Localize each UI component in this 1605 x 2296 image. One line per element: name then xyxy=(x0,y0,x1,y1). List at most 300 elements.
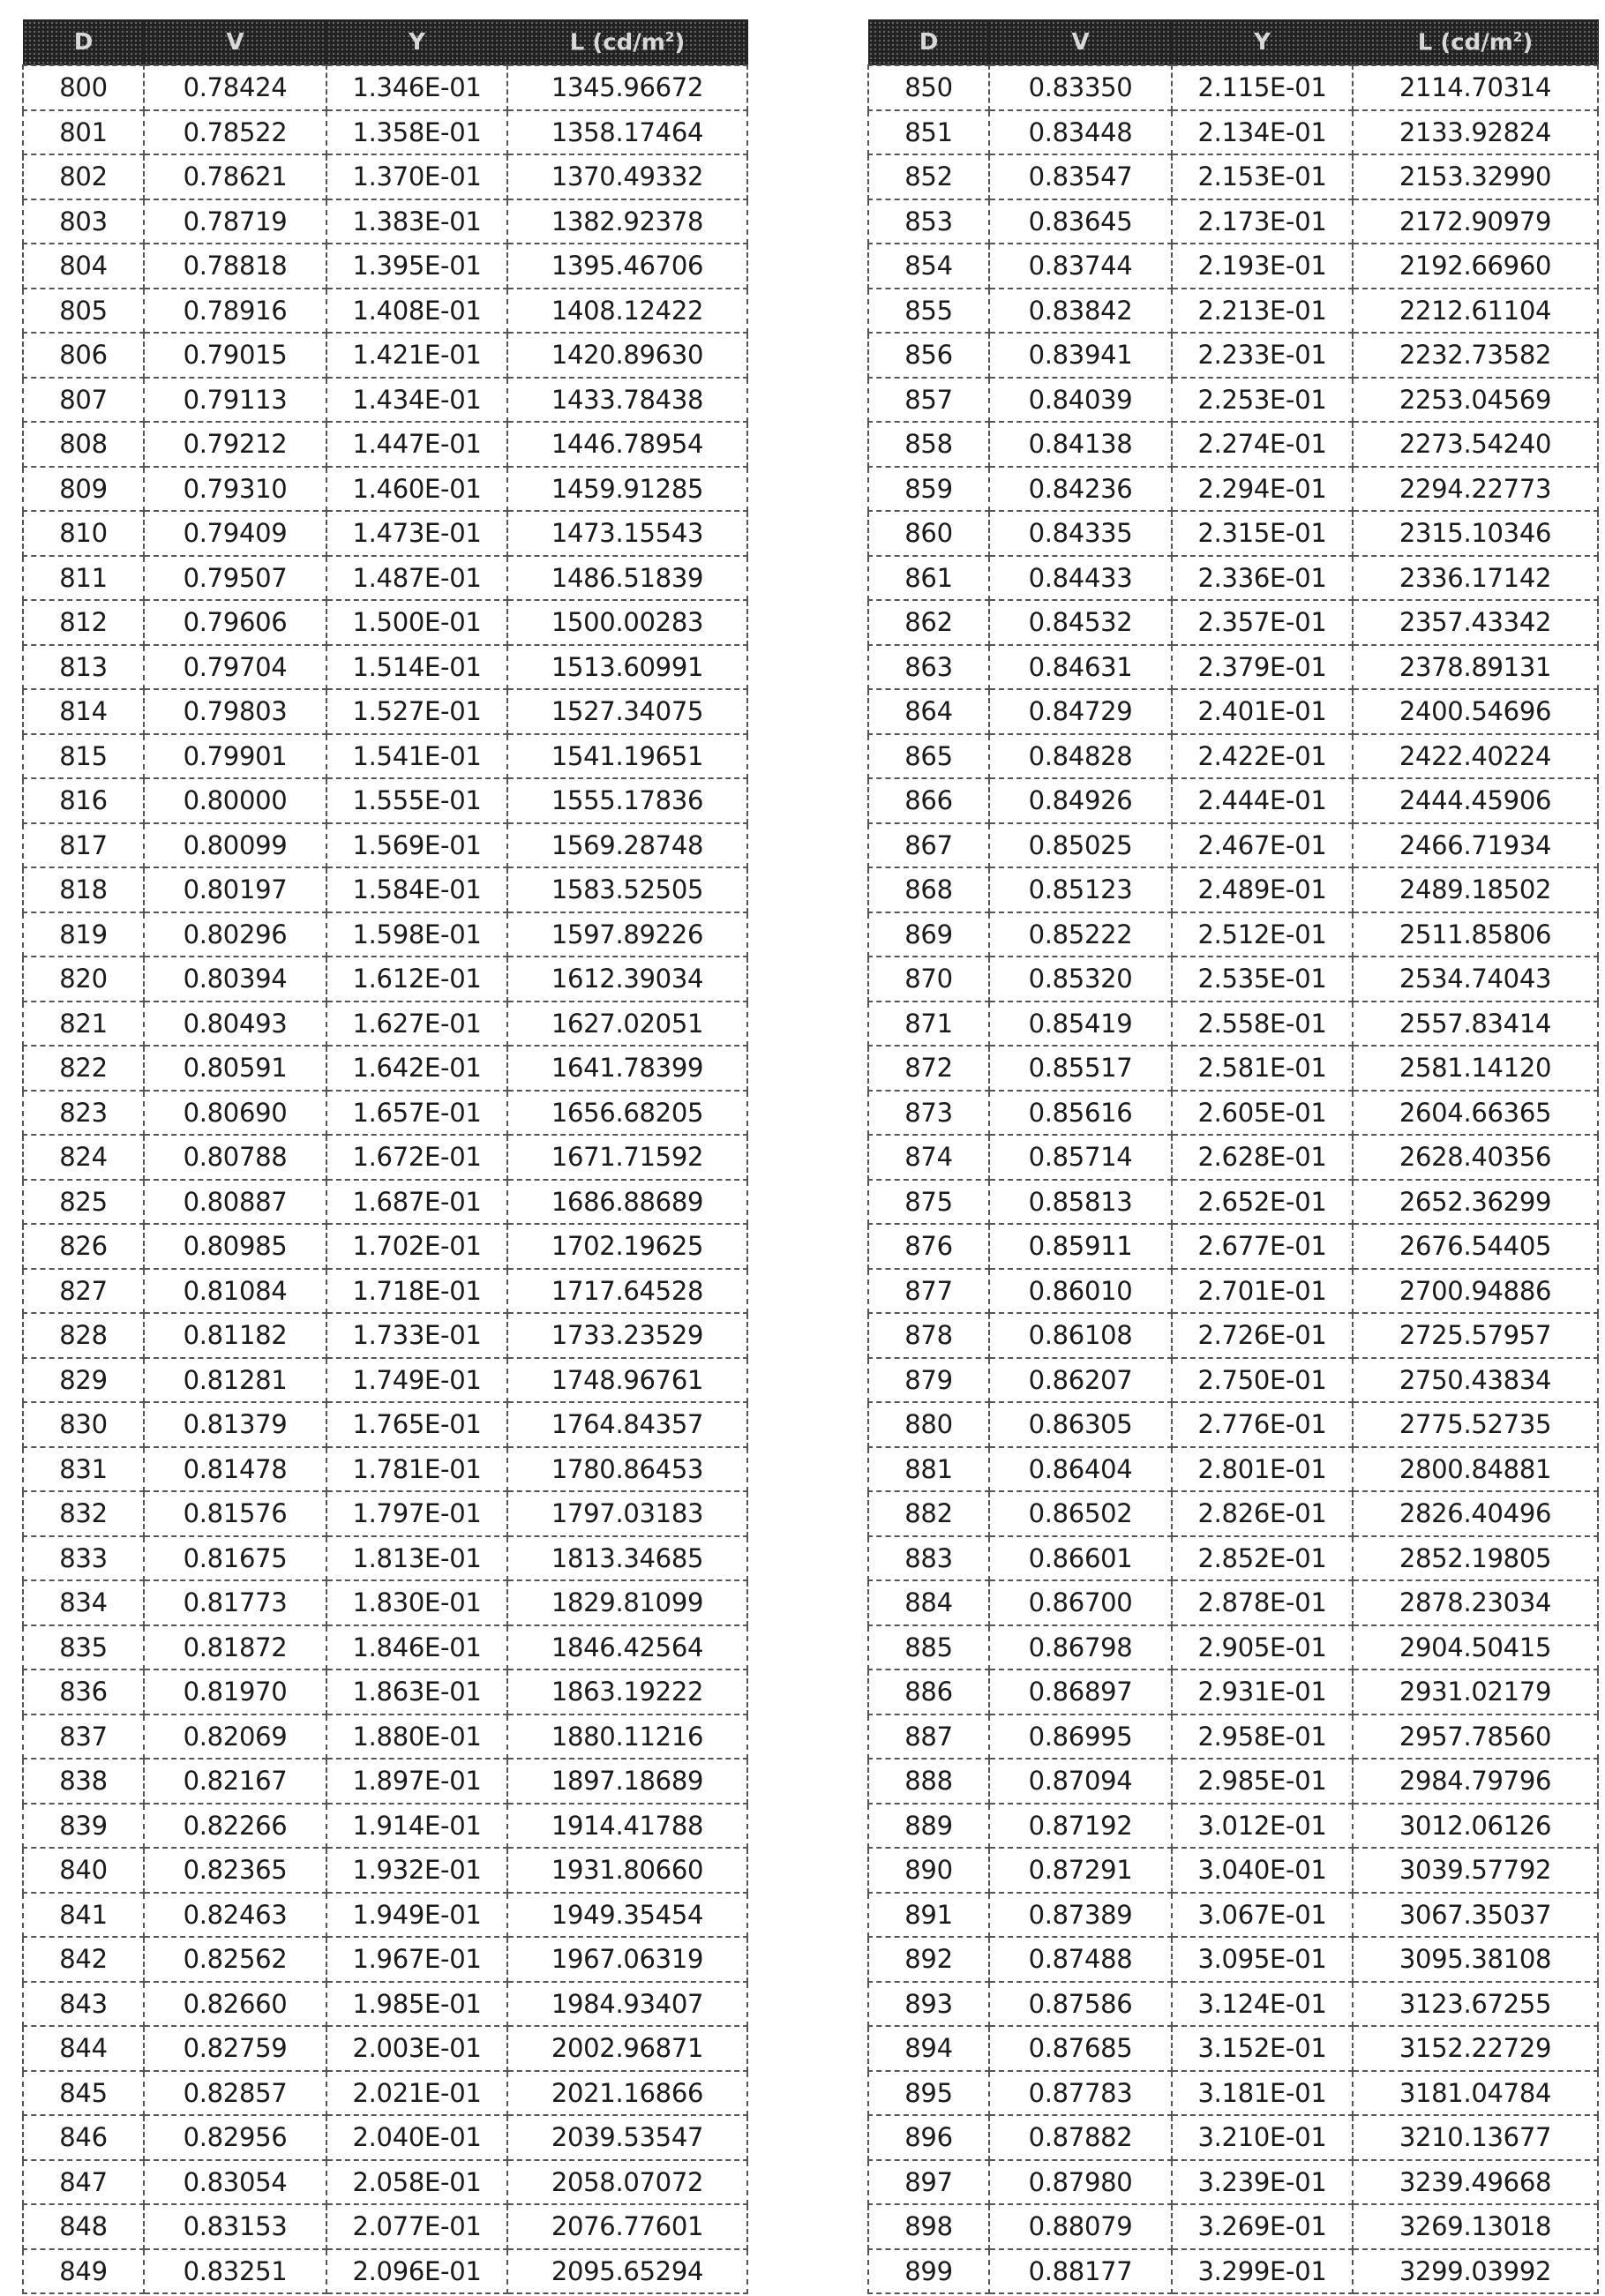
cell-y: 1.514E-01 xyxy=(326,645,507,690)
table-row xyxy=(868,110,1598,155)
cell-l: 1880.11216 xyxy=(507,1714,747,1760)
cell-v: 0.83153 xyxy=(144,2204,326,2249)
cell-v: 0.79015 xyxy=(144,333,326,378)
cell-d: 876 xyxy=(868,1224,989,1269)
cell-y: 1.612E-01 xyxy=(326,957,507,1002)
cell-y: 1.657E-01 xyxy=(326,1091,507,1136)
cell-d: 810 xyxy=(23,511,144,556)
table-row xyxy=(868,1402,1598,1447)
cell-l: 1569.28748 xyxy=(507,823,747,868)
cell-v: 0.85714 xyxy=(989,1135,1172,1180)
cell-l: 2315.10346 xyxy=(1353,511,1598,556)
cell-l: 1686.88689 xyxy=(507,1180,747,1225)
cell-y: 2.096E-01 xyxy=(326,2249,507,2294)
cell-l: 3123.67255 xyxy=(1353,1982,1598,2027)
luminance-table-right xyxy=(867,19,1599,2294)
table-row xyxy=(23,110,747,155)
cell-v: 0.80394 xyxy=(144,957,326,1002)
table-row xyxy=(868,1759,1598,1804)
cell-d: 806 xyxy=(23,333,144,378)
cell-l: 2058.07072 xyxy=(507,2160,747,2205)
cell-d: 881 xyxy=(868,1447,989,1492)
cell-d: 821 xyxy=(23,1002,144,1047)
cell-l: 1797.03183 xyxy=(507,1491,747,1536)
cell-d: 864 xyxy=(868,689,989,734)
cell-v: 0.84926 xyxy=(989,778,1172,823)
cell-l: 2557.83414 xyxy=(1353,1002,1598,1047)
cell-y: 1.897E-01 xyxy=(326,1759,507,1804)
cell-l: 2039.53547 xyxy=(507,2115,747,2160)
table-row xyxy=(868,645,1598,690)
cell-v: 0.82167 xyxy=(144,1759,326,1804)
cell-y: 1.598E-01 xyxy=(326,912,507,957)
cell-v: 0.79704 xyxy=(144,645,326,690)
cell-l: 2725.57957 xyxy=(1353,1313,1598,1358)
cell-l: 2700.94886 xyxy=(1353,1269,1598,1314)
cell-l: 1395.46706 xyxy=(507,244,747,289)
cell-y: 2.512E-01 xyxy=(1172,912,1353,957)
cell-y: 3.012E-01 xyxy=(1172,1804,1353,1849)
cell-v: 0.82463 xyxy=(144,1893,326,1938)
column-header-d: D xyxy=(868,20,989,66)
column-header-l-label: L (cd/m xyxy=(569,29,665,56)
cell-v: 0.82266 xyxy=(144,1804,326,1849)
cell-l: 3039.57792 xyxy=(1353,1848,1598,1893)
cell-l: 2095.65294 xyxy=(507,2249,747,2294)
column-header-l-close: ) xyxy=(1522,29,1534,56)
cell-d: 829 xyxy=(23,1358,144,1403)
cell-d: 849 xyxy=(23,2249,144,2294)
cell-v: 0.86798 xyxy=(989,1625,1172,1670)
cell-l: 2775.52735 xyxy=(1353,1402,1598,1447)
cell-v: 0.87192 xyxy=(989,1804,1172,1849)
cell-v: 0.86108 xyxy=(989,1313,1172,1358)
cell-l: 1641.78399 xyxy=(507,1046,747,1091)
cell-d: 818 xyxy=(23,867,144,912)
cell-v: 0.83645 xyxy=(989,199,1172,244)
cell-y: 1.434E-01 xyxy=(326,378,507,423)
cell-d: 836 xyxy=(23,1669,144,1714)
cell-y: 1.584E-01 xyxy=(326,867,507,912)
table-row xyxy=(868,1625,1598,1670)
cell-v: 0.83547 xyxy=(989,154,1172,199)
cell-l: 2002.96871 xyxy=(507,2026,747,2071)
cell-l: 1473.15543 xyxy=(507,511,747,556)
cell-v: 0.81773 xyxy=(144,1580,326,1625)
cell-l: 1780.86453 xyxy=(507,1447,747,1492)
cell-d: 824 xyxy=(23,1135,144,1180)
cell-l: 2676.54405 xyxy=(1353,1224,1598,1269)
cell-v: 0.81675 xyxy=(144,1536,326,1581)
cell-d: 812 xyxy=(23,600,144,645)
cell-y: 2.134E-01 xyxy=(1172,110,1353,155)
cell-d: 862 xyxy=(868,600,989,645)
cell-d: 890 xyxy=(868,1848,989,1893)
cell-v: 0.80985 xyxy=(144,1224,326,1269)
table-row xyxy=(868,467,1598,512)
cell-l: 1486.51839 xyxy=(507,556,747,601)
cell-d: 807 xyxy=(23,378,144,423)
cell-d: 804 xyxy=(23,244,144,289)
table-row xyxy=(23,912,747,957)
cell-y: 2.985E-01 xyxy=(1172,1759,1353,1804)
table-row xyxy=(868,1180,1598,1225)
cell-l: 1459.91285 xyxy=(507,467,747,512)
cell-l: 1764.84357 xyxy=(507,1402,747,1447)
cell-y: 1.500E-01 xyxy=(326,600,507,645)
cell-v: 0.80591 xyxy=(144,1046,326,1091)
table-row xyxy=(23,378,747,423)
cell-v: 0.85419 xyxy=(989,1002,1172,1047)
cell-d: 841 xyxy=(23,1893,144,1938)
cell-d: 819 xyxy=(23,912,144,957)
cell-v: 0.85517 xyxy=(989,1046,1172,1091)
cell-d: 892 xyxy=(868,1937,989,1982)
cell-d: 846 xyxy=(23,2115,144,2160)
cell-d: 860 xyxy=(868,511,989,556)
cell-y: 1.421E-01 xyxy=(326,333,507,378)
cell-l: 2114.70314 xyxy=(1353,65,1598,110)
cell-l: 1612.39034 xyxy=(507,957,747,1002)
cell-l: 2192.66960 xyxy=(1353,244,1598,289)
cell-v: 0.86010 xyxy=(989,1269,1172,1314)
table-row xyxy=(868,511,1598,556)
table-row xyxy=(868,1937,1598,1982)
table-row xyxy=(23,1091,747,1136)
cell-y: 3.067E-01 xyxy=(1172,1893,1353,1938)
cell-l: 2336.17142 xyxy=(1353,556,1598,601)
cell-l: 2957.78560 xyxy=(1353,1714,1598,1760)
cell-v: 0.82956 xyxy=(144,2115,326,2160)
table-row xyxy=(23,1714,747,1760)
cell-d: 887 xyxy=(868,1714,989,1760)
cell-l: 1583.52505 xyxy=(507,867,747,912)
cell-d: 832 xyxy=(23,1491,144,1536)
cell-d: 873 xyxy=(868,1091,989,1136)
cell-v: 0.80000 xyxy=(144,778,326,823)
cell-v: 0.80197 xyxy=(144,867,326,912)
table-row xyxy=(23,1759,747,1804)
cell-v: 0.82365 xyxy=(144,1848,326,1893)
table-row xyxy=(23,154,747,199)
cell-y: 2.776E-01 xyxy=(1172,1402,1353,1447)
table-row xyxy=(23,2071,747,2116)
cell-d: 880 xyxy=(868,1402,989,1447)
cell-l: 2628.40356 xyxy=(1353,1135,1598,1180)
table-row xyxy=(868,244,1598,289)
cell-y: 1.880E-01 xyxy=(326,1714,507,1760)
table-row xyxy=(23,289,747,334)
cell-l: 1702.19625 xyxy=(507,1224,747,1269)
cell-v: 0.87882 xyxy=(989,2115,1172,2160)
cell-y: 2.581E-01 xyxy=(1172,1046,1353,1091)
cell-l: 2984.79796 xyxy=(1353,1759,1598,1804)
cell-l: 3210.13677 xyxy=(1353,2115,1598,2160)
cell-d: 844 xyxy=(23,2026,144,2071)
cell-l: 2511.85806 xyxy=(1353,912,1598,957)
cell-v: 0.86502 xyxy=(989,1491,1172,1536)
cell-d: 805 xyxy=(23,289,144,334)
table-row xyxy=(868,734,1598,779)
cell-d: 857 xyxy=(868,378,989,423)
cell-d: 886 xyxy=(868,1669,989,1714)
cell-y: 1.687E-01 xyxy=(326,1180,507,1225)
cell-y: 3.124E-01 xyxy=(1172,1982,1353,2027)
cell-v: 0.79803 xyxy=(144,689,326,734)
cell-l: 1597.89226 xyxy=(507,912,747,957)
table-row xyxy=(868,2071,1598,2116)
cell-v: 0.84433 xyxy=(989,556,1172,601)
table-row xyxy=(23,1224,747,1269)
cell-y: 2.003E-01 xyxy=(326,2026,507,2071)
cell-l: 2400.54696 xyxy=(1353,689,1598,734)
cell-d: 813 xyxy=(23,645,144,690)
table-row xyxy=(23,823,747,868)
cell-y: 3.181E-01 xyxy=(1172,2071,1353,2116)
cell-y: 3.269E-01 xyxy=(1172,2204,1353,2249)
cell-v: 0.86700 xyxy=(989,1580,1172,1625)
cell-l: 2750.43834 xyxy=(1353,1358,1598,1403)
table-row xyxy=(868,1669,1598,1714)
cell-y: 2.401E-01 xyxy=(1172,689,1353,734)
cell-d: 865 xyxy=(868,734,989,779)
cell-d: 842 xyxy=(23,1937,144,1982)
table-row xyxy=(868,1804,1598,1849)
cell-v: 0.80887 xyxy=(144,1180,326,1225)
cell-d: 800 xyxy=(23,65,144,110)
cell-l: 2878.23034 xyxy=(1353,1580,1598,1625)
table-row xyxy=(868,1046,1598,1091)
cell-l: 1829.81099 xyxy=(507,1580,747,1625)
cell-v: 0.82069 xyxy=(144,1714,326,1760)
table-row xyxy=(868,2204,1598,2249)
cell-d: 851 xyxy=(868,110,989,155)
table-row xyxy=(23,1625,747,1670)
cell-l: 2357.43342 xyxy=(1353,600,1598,645)
cell-y: 1.346E-01 xyxy=(326,65,507,110)
table-row xyxy=(868,1714,1598,1760)
cell-v: 0.81379 xyxy=(144,1402,326,1447)
cell-y: 2.315E-01 xyxy=(1172,511,1353,556)
table-row xyxy=(23,2026,747,2071)
table-row xyxy=(23,1313,747,1358)
table-row xyxy=(23,689,747,734)
table-row xyxy=(868,1358,1598,1403)
cell-l: 3299.03992 xyxy=(1353,2249,1598,2294)
cell-d: 811 xyxy=(23,556,144,601)
table-row xyxy=(23,556,747,601)
cell-v: 0.80099 xyxy=(144,823,326,868)
cell-d: 816 xyxy=(23,778,144,823)
table-row xyxy=(23,1893,747,1938)
cell-y: 2.213E-01 xyxy=(1172,289,1353,334)
table-row xyxy=(868,912,1598,957)
cell-v: 0.83744 xyxy=(989,244,1172,289)
cell-l: 1370.49332 xyxy=(507,154,747,199)
cell-d: 866 xyxy=(868,778,989,823)
table-row xyxy=(868,1313,1598,1358)
cell-l: 1656.68205 xyxy=(507,1091,747,1136)
table-body xyxy=(23,65,747,2293)
cell-v: 0.86995 xyxy=(989,1714,1172,1760)
table-row xyxy=(868,378,1598,423)
cell-v: 0.87488 xyxy=(989,1937,1172,1982)
cell-y: 2.294E-01 xyxy=(1172,467,1353,512)
cell-v: 0.85222 xyxy=(989,912,1172,957)
cell-v: 0.87094 xyxy=(989,1759,1172,1804)
cell-v: 0.82857 xyxy=(144,2071,326,2116)
cell-l: 3095.38108 xyxy=(1353,1937,1598,1982)
cell-d: 833 xyxy=(23,1536,144,1581)
cell-l: 1949.35454 xyxy=(507,1893,747,1938)
cell-v: 0.87685 xyxy=(989,2026,1172,2071)
cell-v: 0.81872 xyxy=(144,1625,326,1670)
cell-v: 0.85025 xyxy=(989,823,1172,868)
cell-l: 2444.45906 xyxy=(1353,778,1598,823)
cell-y: 1.408E-01 xyxy=(326,289,507,334)
cell-y: 1.765E-01 xyxy=(326,1402,507,1447)
cell-v: 0.80296 xyxy=(144,912,326,957)
cell-l: 3152.22729 xyxy=(1353,2026,1598,2071)
table-row xyxy=(868,778,1598,823)
cell-v: 0.79606 xyxy=(144,600,326,645)
cell-y: 2.173E-01 xyxy=(1172,199,1353,244)
cell-y: 2.878E-01 xyxy=(1172,1580,1353,1625)
table-row xyxy=(23,1536,747,1581)
table-row xyxy=(23,422,747,467)
cell-y: 1.555E-01 xyxy=(326,778,507,823)
column-header-l-superscript: 2 xyxy=(664,28,675,45)
cell-d: 847 xyxy=(23,2160,144,2205)
cell-d: 891 xyxy=(868,1893,989,1938)
table-header xyxy=(868,20,1598,66)
table-row xyxy=(23,244,747,289)
cell-l: 2466.71934 xyxy=(1353,823,1598,868)
cell-d: 826 xyxy=(23,1224,144,1269)
cell-y: 1.395E-01 xyxy=(326,244,507,289)
cell-l: 2378.89131 xyxy=(1353,645,1598,690)
table-row xyxy=(23,2160,747,2205)
cell-l: 1863.19222 xyxy=(507,1669,747,1714)
cell-l: 3239.49668 xyxy=(1353,2160,1598,2205)
column-header-l xyxy=(507,20,747,66)
cell-y: 1.487E-01 xyxy=(326,556,507,601)
table-row xyxy=(23,1804,747,1849)
cell-y: 2.422E-01 xyxy=(1172,734,1353,779)
cell-y: 2.379E-01 xyxy=(1172,645,1353,690)
cell-l: 3269.13018 xyxy=(1353,2204,1598,2249)
cell-y: 3.040E-01 xyxy=(1172,1848,1353,1893)
cell-v: 0.84828 xyxy=(989,734,1172,779)
cell-y: 1.797E-01 xyxy=(326,1491,507,1536)
table-row xyxy=(23,734,747,779)
cell-y: 2.467E-01 xyxy=(1172,823,1353,868)
cell-y: 1.718E-01 xyxy=(326,1269,507,1314)
cell-d: 831 xyxy=(23,1447,144,1492)
cell-v: 0.84236 xyxy=(989,467,1172,512)
cell-y: 1.569E-01 xyxy=(326,823,507,868)
table-row xyxy=(868,199,1598,244)
table-row xyxy=(23,199,747,244)
cell-l: 1555.17836 xyxy=(507,778,747,823)
cell-v: 0.87783 xyxy=(989,2071,1172,2116)
cell-y: 1.460E-01 xyxy=(326,467,507,512)
table-row xyxy=(23,645,747,690)
cell-d: 894 xyxy=(868,2026,989,2071)
cell-l: 1733.23529 xyxy=(507,1313,747,1358)
table-row xyxy=(23,1046,747,1091)
table-row xyxy=(23,2249,747,2294)
cell-l: 1914.41788 xyxy=(507,1804,747,1849)
cell-d: 827 xyxy=(23,1269,144,1314)
cell-l: 2172.90979 xyxy=(1353,199,1598,244)
cell-d: 840 xyxy=(23,1848,144,1893)
cell-l: 2826.40496 xyxy=(1353,1491,1598,1536)
table-row xyxy=(868,333,1598,378)
table-row xyxy=(23,65,747,110)
cell-d: 856 xyxy=(868,333,989,378)
cell-v: 0.83941 xyxy=(989,333,1172,378)
table-row xyxy=(868,1848,1598,1893)
cell-v: 0.88079 xyxy=(989,2204,1172,2249)
cell-l: 2904.50415 xyxy=(1353,1625,1598,1670)
table-row xyxy=(23,2115,747,2160)
cell-y: 1.473E-01 xyxy=(326,511,507,556)
cell-l: 1513.60991 xyxy=(507,645,747,690)
cell-v: 0.85911 xyxy=(989,1224,1172,1269)
column-header-l-superscript: 2 xyxy=(1512,28,1523,45)
cell-v: 0.80690 xyxy=(144,1091,326,1136)
cell-v: 0.87389 xyxy=(989,1893,1172,1938)
cell-y: 2.193E-01 xyxy=(1172,244,1353,289)
cell-d: 828 xyxy=(23,1313,144,1358)
cell-d: 863 xyxy=(868,645,989,690)
cell-d: 897 xyxy=(868,2160,989,2205)
cell-y: 1.830E-01 xyxy=(326,1580,507,1625)
cell-d: 852 xyxy=(868,154,989,199)
table-row xyxy=(23,1135,747,1180)
table-row xyxy=(868,1491,1598,1536)
cell-l: 2076.77601 xyxy=(507,2204,747,2249)
cell-v: 0.79212 xyxy=(144,422,326,467)
cell-v: 0.78522 xyxy=(144,110,326,155)
table-row xyxy=(868,957,1598,1002)
table-row xyxy=(868,1982,1598,2027)
cell-v: 0.85123 xyxy=(989,867,1172,912)
cell-v: 0.79113 xyxy=(144,378,326,423)
cell-y: 1.863E-01 xyxy=(326,1669,507,1714)
table-row xyxy=(23,467,747,512)
cell-v: 0.85813 xyxy=(989,1180,1172,1225)
cell-y: 3.239E-01 xyxy=(1172,2160,1353,2205)
cell-y: 2.701E-01 xyxy=(1172,1269,1353,1314)
cell-v: 0.79901 xyxy=(144,734,326,779)
cell-d: 817 xyxy=(23,823,144,868)
cell-v: 0.78424 xyxy=(144,65,326,110)
cell-l: 2273.54240 xyxy=(1353,422,1598,467)
cell-v: 0.82562 xyxy=(144,1937,326,1982)
cell-l: 2232.73582 xyxy=(1353,333,1598,378)
cell-d: 874 xyxy=(868,1135,989,1180)
cell-v: 0.84039 xyxy=(989,378,1172,423)
table-row xyxy=(23,2204,747,2249)
table-row xyxy=(868,422,1598,467)
cell-d: 861 xyxy=(868,556,989,601)
cell-l: 1967.06319 xyxy=(507,1937,747,1982)
cell-v: 0.82660 xyxy=(144,1982,326,2027)
cell-v: 0.86897 xyxy=(989,1669,1172,1714)
cell-l: 1541.19651 xyxy=(507,734,747,779)
